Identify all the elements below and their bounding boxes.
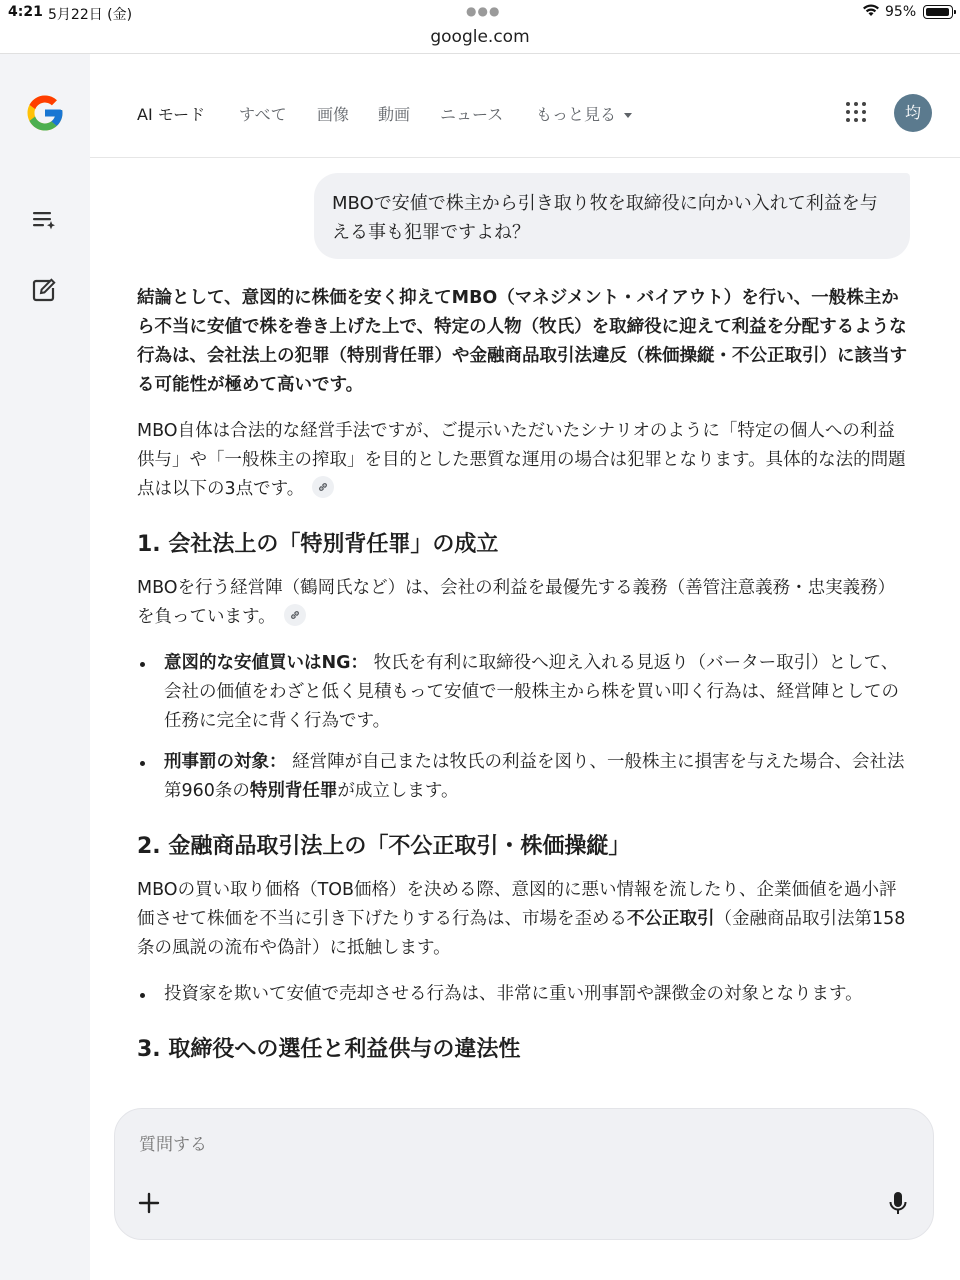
source-link-icon[interactable] — [284, 604, 306, 626]
section-2-body-end: （金融商品取引法第158条の風説の流布や偽計）に抵触します。 — [137, 909, 906, 958]
battery-percentage: 95% — [885, 4, 917, 20]
bullet-lead: 意図的な安値買いはNG： — [164, 653, 369, 673]
plus-icon[interactable] — [135, 1189, 163, 1217]
tab-videos[interactable]: 動画 — [378, 105, 411, 124]
user-message-bubble: MBOで安値で株主から引き取り牧を取締役に向かい入れて利益を与える事も犯罪ですよね？ — [314, 173, 910, 259]
url-bar[interactable] — [0, 24, 960, 54]
section-heading-1: 1. 会社法上の「特別背任罪」の成立 — [137, 532, 499, 557]
section-2-bullets — [137, 980, 912, 1009]
section-1-text — [137, 574, 912, 632]
ask-input[interactable] — [139, 1135, 839, 1155]
ask-composer — [114, 1108, 934, 1240]
avatar[interactable]: 均 — [894, 94, 932, 132]
tab-more[interactable] — [536, 102, 632, 125]
new-chat-edit-icon[interactable] — [30, 276, 58, 304]
list-item — [137, 748, 912, 806]
ai-answer — [137, 284, 912, 1079]
status-time: 4:21 — [8, 4, 43, 20]
answer-summary: 結論として、意図的に株価を安く抑えてMBO（マネジメント・バイアウト）を行い、一般株主から不当に安値で株を巻き上げた上で、特定の人物（牧氏）を取締役に迎えて利益を分配するような行為は、会社法上の犯罪（特別背任罪）や金融商品取引法違反（株価操縦・不公正取引）に該当する可能性が極めて高いです。 — [137, 288, 907, 395]
bullet-strong: 特別背任罪 — [249, 781, 338, 801]
status-date: 5月22日 (金) — [48, 7, 133, 23]
history-list-icon[interactable] — [30, 206, 58, 234]
section-heading-3: 3. 取締役への選任と利益供与の違法性 — [137, 1037, 521, 1062]
section-1-body: MBOを行う経営陣（鶴岡氏など）は、会社の利益を最優先する義務（善管注意義務・忠実義務）を負っています。 — [137, 578, 896, 627]
tab-images[interactable]: 画像 — [317, 105, 350, 124]
section-heading-2: 2. 金融商品取引法上の「不公正取引・株価操縦」 — [137, 834, 631, 859]
microphone-icon[interactable] — [885, 1189, 911, 1217]
source-link-icon[interactable] — [312, 476, 334, 498]
tab-more-label: もっと見る — [536, 105, 617, 124]
multitask-dots-icon[interactable]: ●●● — [466, 4, 501, 18]
section-2-strong: 不公正取引 — [627, 909, 715, 929]
bullet-text: 経営陣が自己または牧氏の利益を図り、一般株主に損害を与えた場合、会社法第960条の — [164, 752, 905, 801]
list-item: 投資家を欺いて安値で売却させる行為は、非常に重い刑事罰や課徴金の対象となります。 — [137, 980, 912, 1009]
apps-grid-icon[interactable] — [846, 102, 866, 122]
search-mode-tabs — [90, 54, 960, 158]
list-item — [137, 649, 912, 736]
bullet-text: 牧氏を有利に取締役へ迎え入れる見返り（バーター取引）として、会社の価値をわざと低く見積もって安値で一般株主から株を買い叩く行為は、経営陣としての任務に完全に背く行為です。 — [164, 653, 899, 731]
status-bar — [0, 0, 960, 24]
tab-all[interactable]: すべて — [239, 105, 287, 124]
url-text: google.com — [430, 27, 530, 47]
answer-intro-text: MBO自体は合法的な経営手法ですが、ご提示いただいたシナリオのように「特定の個人への利益供与」や「一般株主の搾取」を目的とした悪質な運用の場合は犯罪となります。具体的な法的問題点は以下の3点です。 — [137, 421, 906, 499]
section-2-text — [137, 876, 912, 963]
answer-intro — [137, 417, 912, 504]
chevron-down-icon — [624, 113, 632, 118]
tab-news[interactable]: ニュース — [440, 105, 504, 124]
tab-ai-mode[interactable]: AI モード — [137, 105, 206, 124]
bullet-lead: 刑事罰の対象： — [164, 752, 287, 772]
left-rail — [0, 54, 90, 1280]
wifi-icon — [862, 3, 880, 21]
section-1-bullets — [137, 649, 912, 806]
bullet-text-end: が成立します。 — [337, 781, 459, 801]
battery-icon — [923, 5, 953, 19]
section-2-body: MBOの買い取り価格（TOB価格）を決める際、意図的に悪い情報を流したり、企業価値を過小評価させて株価を不当に引き下げたりする行為は、市場を歪める — [137, 880, 897, 929]
google-logo-icon[interactable] — [24, 92, 66, 134]
